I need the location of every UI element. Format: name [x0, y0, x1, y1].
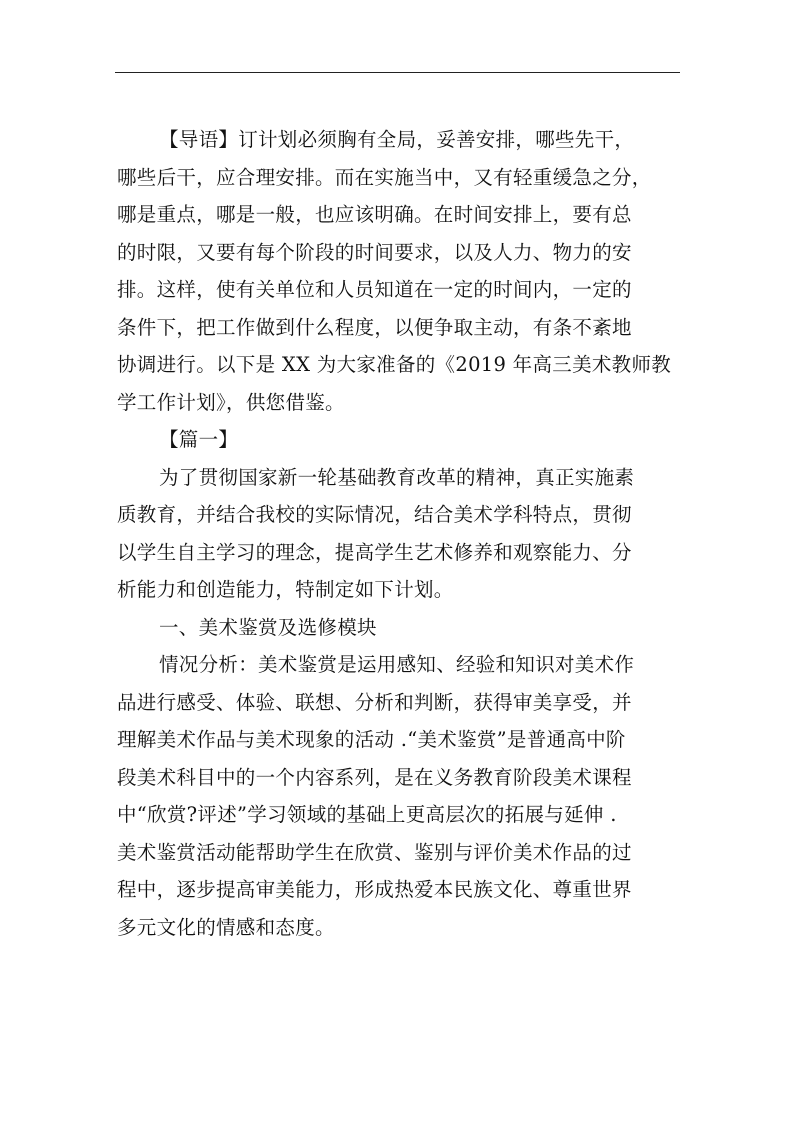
analysis-line-5: 中“欣赏?评述”学习领域的基础上更高层次的拓展与延伸 . — [117, 803, 617, 826]
intro-line-1: 【导语】订计划必须胸有全局，妥善安排，哪些先干， — [159, 128, 635, 151]
purpose-line-4: 析能力和创造能力，特制定如下计划。 — [117, 578, 454, 601]
document-body — [117, 121, 681, 946]
section-heading-paragraph — [117, 421, 681, 459]
analysis-line-6: 美术鉴赏活动能帮助学生在欣赏、鉴别与评价美术作品的过 — [117, 840, 632, 864]
intro-line-7: 协调进行。以下是 XX 为大家准备的《2019 年高三美术教师教 — [117, 353, 672, 376]
purpose-line-1: 为了贯彻国家新一轮基础教育改革的精神，真正实施素 — [159, 465, 635, 489]
intro-line-2: 哪些后干，应合理安排。而在实施当中，又有轻重缓急之分， — [117, 165, 652, 189]
analysis-line-8: 多元文化的情感和态度。 — [117, 915, 335, 939]
analysis-line-7: 程中，逐步提高审美能力，形成热爱本民族文化、尊重世界 — [117, 878, 632, 901]
analysis-line-1: 情况分析：美术鉴赏是运用感知、经验和知识对美术作 — [159, 653, 635, 676]
intro-line-8: 学工作计划》，供您借鉴。 — [117, 390, 345, 414]
header-rule — [115, 72, 680, 73]
section-heading: 【篇一】 — [159, 428, 239, 451]
intro-line-6: 条件下，把工作做到什么程度，以便争取主动，有条不紊地 — [117, 315, 632, 339]
analysis-line-2: 品进行感受、体验、联想、分析和判断，获得审美享受，并 — [117, 690, 632, 714]
intro-paragraph — [117, 121, 681, 421]
intro-line-3: 哪是重点，哪是一般，也应该明确。在时间安排上，要有总 — [117, 203, 632, 226]
purpose-paragraph — [117, 459, 681, 609]
subheading-paragraph — [117, 609, 681, 647]
analysis-line-3: 理解美术作品与美术现象的活动 .“美术鉴赏”是普通高中阶 — [117, 728, 626, 751]
analysis-paragraph — [117, 646, 681, 946]
intro-line-4: 的时限，又要有每个阶段的时间要求，以及人力、物力的安 — [117, 240, 632, 264]
intro-line-5: 排。这样，使有关单位和人员知道在一定的时间内，一定的 — [117, 278, 632, 301]
purpose-line-2: 质教育，并结合我校的实际情况，结合美术学科特点，贯彻 — [117, 503, 632, 526]
purpose-line-3: 以学生自主学习的理念，提高学生艺术修养和观察能力、分 — [117, 540, 632, 564]
analysis-line-4: 段美术科目中的一个内容系列，是在义务教育阶段美术课程 — [117, 765, 632, 789]
subheading: 一、美术鉴赏及选修模块 — [159, 615, 377, 639]
